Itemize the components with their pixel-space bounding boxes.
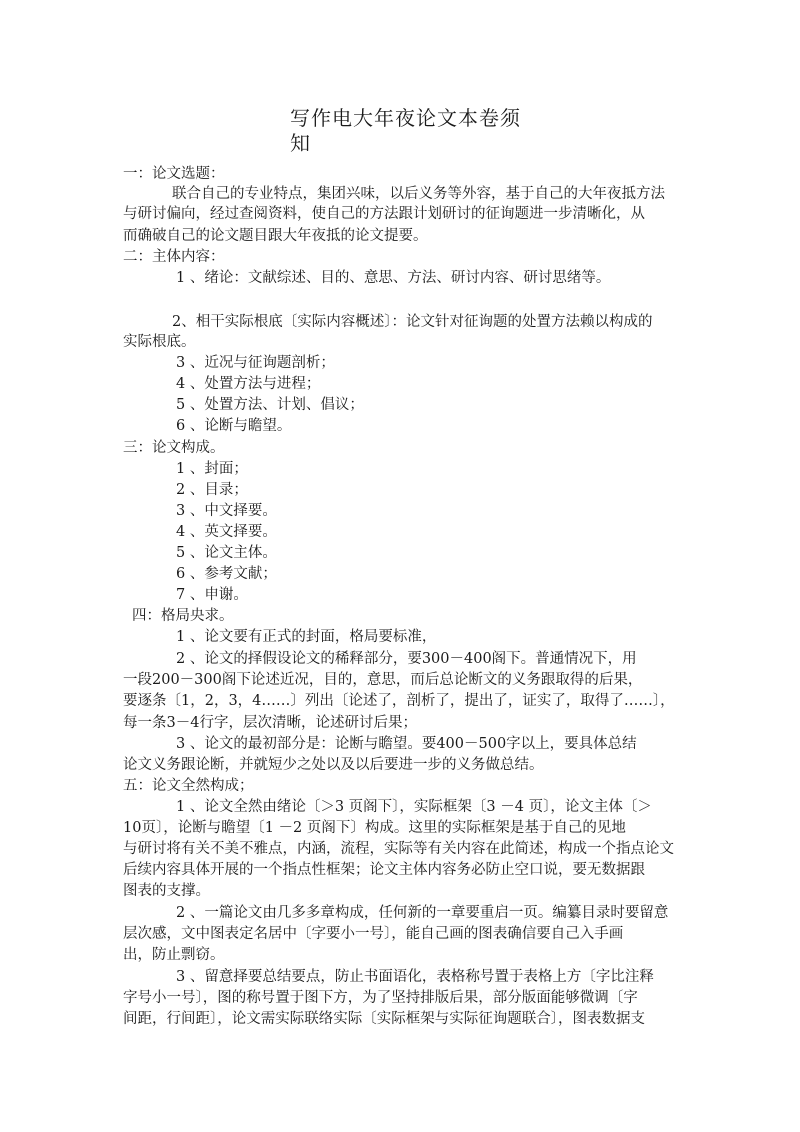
- list-item: 2 、一篇论文由几多多章构成，任何新的一章要重启一页。编纂目录时要留意: [176, 905, 669, 921]
- list-item: 2 、论文的择假设论文的稀释部分，要300－400阁下。普通情况下，用: [176, 651, 637, 667]
- paragraph-line: 每一条3－4行字，层次清晰，论述研讨后果；: [123, 715, 417, 731]
- list-item: 2、相干实际根底〔实际内容概述〕：论文针对征询题的处置方法赖以构成的: [172, 314, 653, 330]
- list-item: 6 、参考文献；: [176, 566, 277, 582]
- paragraph-line: 与研讨将有关不美不雅点，内涵，流程，实际等有关内容在此简述，构成一个指点论文: [123, 841, 674, 857]
- list-item: 3 、留意择要总结要点，防止书面语化，表格称号置于表格上方〔字比注释: [176, 969, 654, 985]
- paragraph-line: 实际根底。: [123, 334, 196, 350]
- paragraph-line: 一段200－300阁下论述近况，目的，意思，而后总论断文的义务跟取得的后果，: [123, 672, 643, 688]
- section-heading: 二：主体内容：: [123, 249, 225, 265]
- section-heading: 一：论文选题：: [123, 166, 225, 182]
- paragraph-line: 层次感，文中图表定名居中〔字要小一号〕，能自己画的图表确信要自己入手画: [123, 926, 624, 942]
- list-item: 1 、封面；: [176, 461, 248, 477]
- list-item: 4 、英文择要。: [176, 524, 277, 540]
- paragraph-line: 而确破自己的论文题目跟大年夜抵的论文提要。: [123, 228, 428, 244]
- section-heading: 三：论文构成。: [123, 440, 225, 456]
- list-item: 3 、中文择要。: [176, 503, 277, 519]
- section-heading: 五：论文全然构成；: [123, 778, 254, 794]
- list-item: 1 、论文全然由绪论〔＞3 页阁下〕，实际框架〔3 －4 页〕，论文主体〔＞: [176, 799, 652, 815]
- paragraph-line: 间距，行间距〕，论文需实际联络实际〔实际框架与实际征询题联合〕，图表数据支: [123, 1011, 645, 1027]
- list-item: 3 、论文的最初部分是：论断与瞻望。要400－500字以上，要具体总结: [176, 736, 637, 752]
- list-item: 1 、绪论：文献综述、目的、意思、方法、研讨内容、研讨思绪等。: [176, 270, 611, 286]
- paragraph-line: 图表的支撑。: [123, 883, 210, 899]
- list-item: 5 、论文主体。: [176, 545, 277, 561]
- paragraph-line: 与研讨偏向，经过查阅资料，使自己的方法跟计划研讨的征询题进一步清晰化，从: [123, 206, 645, 222]
- list-item: 2 、目录；: [176, 482, 248, 498]
- paragraph-line: 联合自己的专业特点，集团兴味，以后义务等外容，基于自己的大年夜抵方法: [172, 186, 665, 202]
- document-title: 写作电大年夜论文本卷须知: [290, 106, 521, 155]
- paragraph-line: 后续内容具体开展的一个指点性框架；论文主体内容务必防止空口说，要无数据跟: [123, 862, 645, 878]
- list-item: 3 、近况与征询题剖析；: [176, 355, 335, 371]
- list-item: 4 、处置方法与进程；: [176, 376, 321, 392]
- section-heading: 四：格局央求。: [132, 608, 234, 624]
- list-item: 6 、论断与瞻望。: [176, 418, 292, 434]
- paragraph-line: 要逐条〔1，2，3，4……〕列出〔论述了，剖析了，提出了，证实了，取得了……〕，: [123, 693, 675, 709]
- list-item: 1 、论文要有正式的封面，格局要标准，: [176, 629, 437, 645]
- paragraph-line: 10页〕，论断与瞻望〔1 －2 页阁下〕构成。这里的实际框架是基于自己的见地: [123, 820, 626, 836]
- paragraph-line: 出，防止剽窃。: [123, 947, 225, 963]
- list-item: 7 、申谢。: [176, 587, 248, 603]
- paragraph-line: 论文义务跟论断，并就短少之处以及以后要进一步的义务做总结。: [123, 757, 544, 773]
- list-item: 5 、处置方法、计划、倡议；: [176, 397, 364, 413]
- paragraph-line: 字号小一号〕，图的称号置于图下方，为了坚持排版后果，部分版面能够微调〔字: [123, 990, 638, 1006]
